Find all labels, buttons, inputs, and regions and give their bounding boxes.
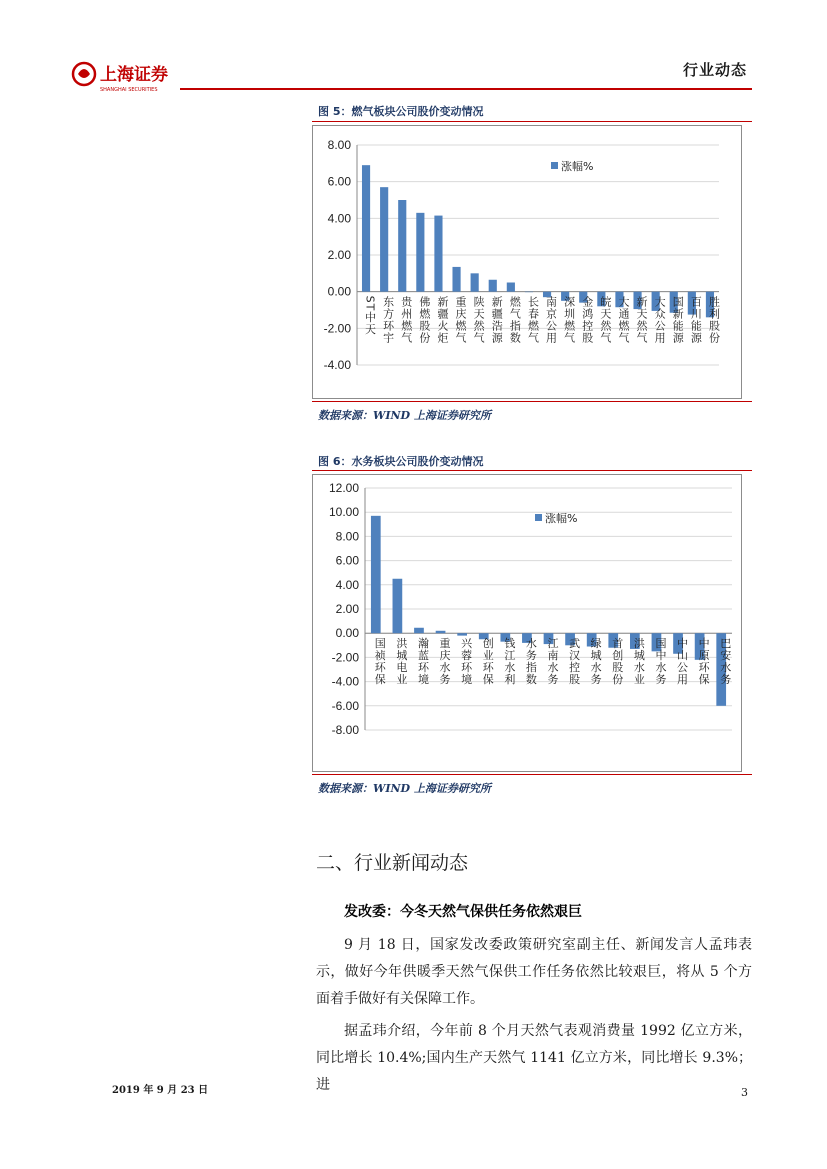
legend-swatch bbox=[535, 514, 542, 521]
category-label: 贵州燃气 bbox=[399, 295, 413, 344]
logo-text: 上海证券 bbox=[100, 65, 168, 85]
y-tick-label: -4.00 bbox=[331, 674, 359, 689]
category-label: 大通燃气 bbox=[616, 295, 630, 344]
water-stocks-bar-chart bbox=[313, 475, 741, 771]
company-logo bbox=[70, 60, 180, 94]
y-tick-label: -6.00 bbox=[331, 698, 359, 713]
bar-瀚蓝环境 bbox=[414, 628, 424, 633]
bar-国祯环保 bbox=[371, 516, 381, 633]
legend-swatch bbox=[551, 162, 558, 169]
y-tick-label: -2.00 bbox=[331, 650, 359, 665]
figure5-top-rule bbox=[312, 121, 752, 122]
logo-subtext: SHANGHAI SECURITIES bbox=[100, 87, 158, 93]
category-label: 皖天然气 bbox=[598, 295, 612, 344]
category-label: 燃气指数 bbox=[508, 295, 522, 344]
y-tick-label: 4.00 bbox=[335, 577, 359, 592]
category-label: 陕天然气 bbox=[472, 295, 486, 344]
y-tick-label: -8.00 bbox=[331, 723, 359, 737]
news-paragraph-2: 据孟玮介绍，今年前 8 个月天然气表观消费量 1992 亿立方米，同比增长 10.4%;国内生产天然气 1141 亿立方米，同比增长 9.3%；进 bbox=[316, 1023, 752, 1093]
category-label: 大众公用 bbox=[653, 295, 667, 344]
header-section-title: 行业动态 bbox=[682, 61, 747, 79]
figure5-source: 数据来源：WIND 上海证券研究所 bbox=[318, 409, 491, 422]
category-label: 国中水务 bbox=[653, 637, 667, 686]
category-label: 佛燃股份 bbox=[417, 295, 431, 344]
category-label: 重庆燃气 bbox=[454, 295, 468, 344]
category-label: 新疆浩源 bbox=[490, 295, 504, 344]
category-label: 钱江水利 bbox=[502, 637, 516, 686]
bar-新疆火炬 bbox=[434, 216, 442, 292]
category-label: 巴安水务 bbox=[718, 637, 732, 686]
category-label: 国新能源 bbox=[671, 295, 685, 344]
bar-洪城电业 bbox=[393, 579, 403, 633]
category-label: 重庆水务 bbox=[438, 637, 452, 686]
y-tick-label: 0.00 bbox=[335, 626, 359, 641]
y-tick-label: 8.00 bbox=[327, 138, 351, 152]
category-label: 中原环保 bbox=[697, 637, 711, 686]
page-number: 3 bbox=[741, 1086, 748, 1099]
footer-date: 2019 年 9 月 23 日 bbox=[112, 1085, 209, 1096]
y-tick-label: 12.00 bbox=[328, 481, 359, 495]
y-tick-label: -2.00 bbox=[323, 321, 351, 336]
category-label: ST中天 bbox=[363, 295, 377, 336]
category-label: 金鸿控股 bbox=[580, 295, 594, 344]
category-label: 水务指数 bbox=[524, 637, 538, 686]
y-tick-label: 10.00 bbox=[328, 505, 359, 520]
category-label: 中山公用 bbox=[675, 637, 689, 686]
legend-label: 涨幅% bbox=[545, 512, 578, 525]
category-label: 瀚蓝环境 bbox=[416, 637, 430, 686]
y-tick-label: 8.00 bbox=[335, 529, 359, 544]
y-tick-label: 2.00 bbox=[327, 248, 351, 262]
figure6-bottom-rule bbox=[312, 774, 752, 775]
bar-新疆浩源 bbox=[489, 280, 497, 292]
category-label: 创业环保 bbox=[481, 637, 495, 686]
y-tick-label: 0.00 bbox=[327, 284, 351, 299]
category-label: 绿城水务 bbox=[589, 637, 603, 686]
category-label: 胜利股份 bbox=[707, 295, 721, 344]
category-label: 江南水务 bbox=[546, 637, 559, 686]
news-title: 发改委：今冬天然气保供任务依然艰巨 bbox=[344, 904, 582, 920]
category-label: 长春燃气 bbox=[526, 295, 540, 344]
bar-燃气指数 bbox=[507, 283, 515, 292]
bar-兴蓉环境 bbox=[457, 633, 467, 635]
category-label: 深圳燃气 bbox=[562, 295, 576, 344]
y-tick-label: -4.00 bbox=[323, 358, 351, 372]
bar-东方环宇 bbox=[380, 187, 388, 292]
figure5-chart bbox=[312, 125, 742, 399]
y-tick-label: 6.00 bbox=[335, 553, 359, 568]
y-tick-label: 6.00 bbox=[327, 174, 351, 189]
category-label: 南京公用 bbox=[544, 295, 558, 344]
bar-陕天然气 bbox=[471, 273, 479, 291]
figure6-caption: 图 6：水务板块公司股价变动情况 bbox=[318, 455, 484, 468]
bar-ST中天 bbox=[362, 165, 370, 292]
figure5-caption: 图 5：燃气板块公司股价变动情况 bbox=[318, 105, 484, 118]
category-label: 兴蓉环境 bbox=[459, 637, 473, 686]
figure6-chart bbox=[312, 474, 742, 772]
y-tick-label: 2.00 bbox=[335, 602, 359, 616]
category-label: 洪城水业 bbox=[632, 637, 646, 686]
header-rule bbox=[180, 88, 752, 90]
gas-stocks-bar-chart bbox=[313, 126, 741, 398]
category-label: 东方环宇 bbox=[381, 295, 395, 344]
category-label: 武汉控股 bbox=[567, 637, 581, 686]
category-label: 国祯环保 bbox=[373, 637, 387, 686]
figure6-top-rule bbox=[312, 470, 752, 471]
figure6-source: 数据来源：WIND 上海证券研究所 bbox=[318, 782, 491, 795]
bar-贵州燃气 bbox=[398, 200, 406, 292]
category-label: 洪城电业 bbox=[394, 637, 408, 686]
bar-佛燃股份 bbox=[416, 213, 424, 292]
bar-长春燃气 bbox=[525, 292, 533, 293]
y-tick-label: 4.00 bbox=[327, 211, 351, 226]
bar-重庆燃气 bbox=[452, 267, 460, 292]
category-label: 百川能源 bbox=[689, 295, 703, 344]
figure5-bottom-rule bbox=[312, 401, 752, 402]
category-label: 首创股份 bbox=[610, 637, 624, 686]
news-paragraph-1: 9 月 18 日，国家发改委政策研究室副主任、新闻发言人孟玮表示，做好今年供暖季天然气保供工作任务依然比较艰巨，将从 5 个方面着手做好有关保障工作。 bbox=[316, 937, 752, 1007]
bar-重庆水务 bbox=[436, 631, 446, 633]
category-label: 新天然气 bbox=[635, 295, 649, 344]
category-label: 新疆火炬 bbox=[435, 295, 449, 344]
section-heading: 二、行业新闻动态 bbox=[316, 852, 469, 874]
legend-label: 涨幅% bbox=[561, 160, 594, 173]
